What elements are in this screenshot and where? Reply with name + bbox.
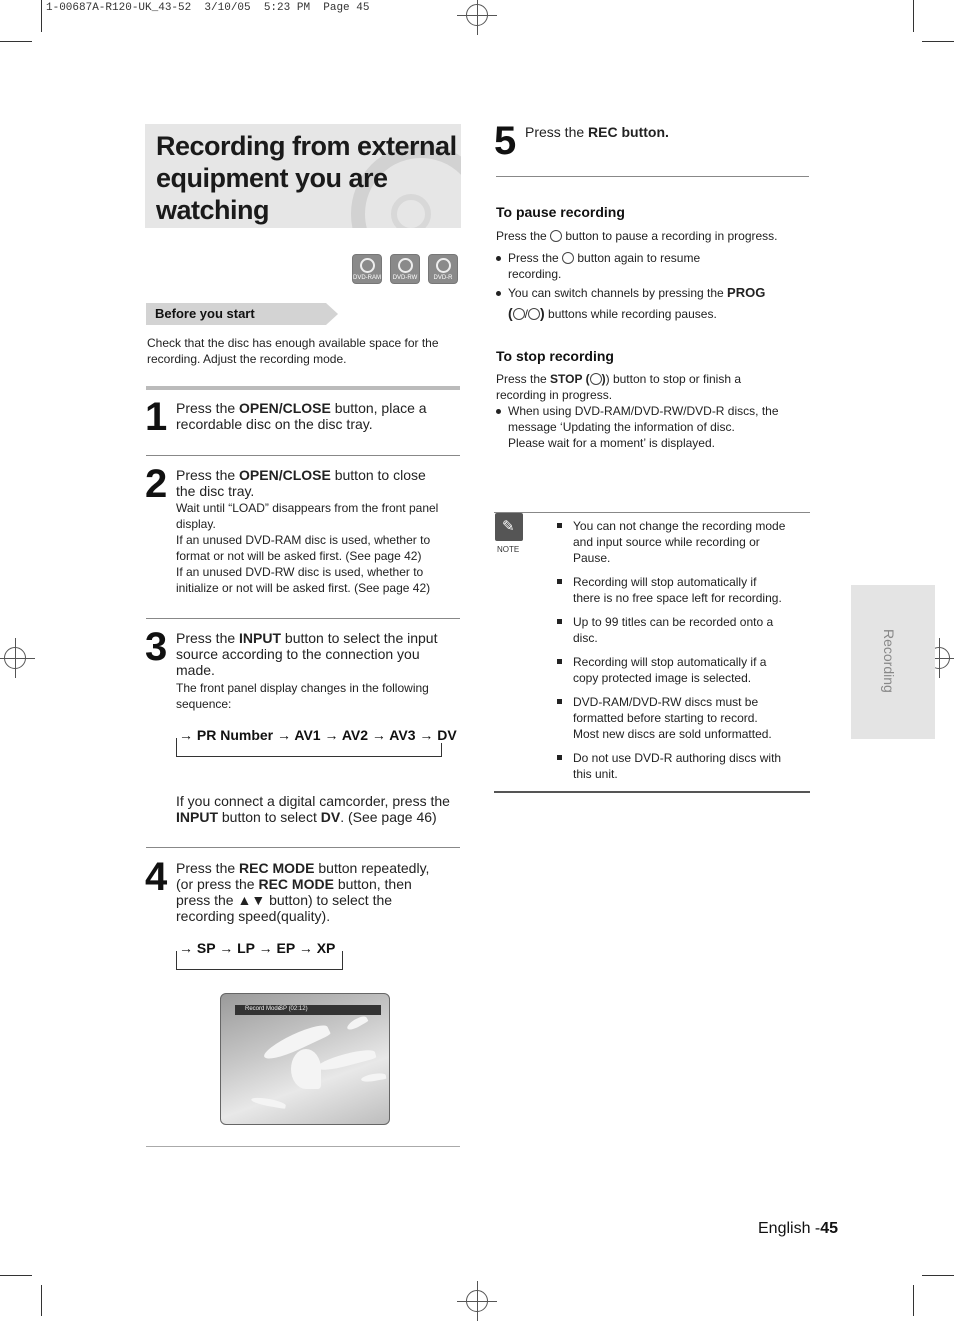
note-item: You can not change the recording mode and input source while recording or Pause. bbox=[573, 519, 786, 565]
input-sequence: → PR Number → AV1 → AV2 → AV3 → DV bbox=[179, 727, 457, 743]
print-header: 1-00687A-R120-UK_43-52 3/10/05 5:23 PM Page 45 bbox=[46, 2, 370, 14]
divider bbox=[146, 847, 460, 848]
seagull bbox=[291, 1049, 321, 1089]
note-label: NOTE bbox=[497, 545, 520, 554]
seagull bbox=[361, 1072, 387, 1083]
seagull bbox=[345, 1014, 368, 1032]
divider bbox=[146, 455, 460, 456]
step-number: 2 bbox=[145, 462, 168, 506]
before-start-text: Check that the disc has enough available space for the recording. Adjust the recording mode. bbox=[147, 336, 439, 366]
step-3-details: The front panel display changes in the following sequence: bbox=[176, 681, 429, 711]
before-start-heading: Before you start bbox=[146, 303, 326, 325]
tv-screen-image bbox=[220, 993, 390, 1125]
pause-bullet-1: Press the button again to resume recording. bbox=[508, 251, 701, 281]
bullet bbox=[496, 409, 501, 414]
divider bbox=[496, 176, 809, 177]
step-5-text: Press the REC button. bbox=[525, 124, 669, 140]
step-3-text: Press the INPUT button to select the input source according to the connection you made. bbox=[176, 630, 438, 678]
stop-bullet: When using DVD-RAM/DVD-RW/DVD-R discs, the message ‘Updating the information of disc. Please wait for a moment’ is displayed. bbox=[508, 404, 779, 450]
step-number: 4 bbox=[145, 855, 168, 899]
crop-mark bbox=[0, 41, 32, 42]
bullet bbox=[557, 579, 562, 584]
step-1-text: Press the OPEN/CLOSE button, place a recordable disc on the disc tray. bbox=[176, 400, 427, 432]
pause-text: Press the button to pause a recording in progress. bbox=[496, 229, 778, 243]
note-item: DVD-RAM/DVD-RW discs must be formatted before starting to record. Most new discs are sold unformatted. bbox=[573, 695, 772, 741]
crop-mark bbox=[41, 0, 42, 32]
step-4-text: Press the REC MODE button repeatedly, (or press the REC MODE button, then press the ▲▼ button) to select the recording speed(quality). bbox=[176, 860, 430, 924]
pause-heading: To pause recording bbox=[496, 204, 625, 220]
crop-mark bbox=[922, 41, 954, 42]
divider bbox=[494, 512, 810, 513]
step-2-details: Wait until “LOAD” disappears from the front panel display. If an unused DVD-RAM disc is used, whether to format or not will be asked first. (See page 42) If an unused DVD-RW disc is used, whether to initialize or not will be asked first. (See page 42) bbox=[176, 501, 439, 595]
bullet bbox=[496, 291, 501, 296]
note-pencil-icon bbox=[495, 513, 523, 541]
step-number: 5 bbox=[494, 119, 517, 163]
bullet bbox=[557, 699, 562, 704]
pause-button-icon bbox=[550, 230, 562, 242]
note-item: Up to 99 titles can be recorded onto a disc. bbox=[573, 615, 774, 645]
crop-mark bbox=[41, 1285, 42, 1316]
note-item: Recording will stop automatically if a copy protected image is selected. bbox=[573, 655, 767, 685]
crop-mark bbox=[913, 1285, 914, 1316]
registration-mark bbox=[4, 647, 26, 669]
step-number: 3 bbox=[145, 625, 168, 669]
prog-up-icon bbox=[513, 308, 525, 320]
prog-down-icon bbox=[528, 308, 540, 320]
crop-mark bbox=[913, 0, 914, 32]
dvd-ram-icon: DVD-RAM bbox=[352, 254, 382, 284]
registration-mark bbox=[466, 1290, 488, 1312]
divider bbox=[146, 386, 460, 390]
bullet bbox=[557, 659, 562, 664]
record-mode-osd: Record Mode SP (02:12) bbox=[235, 1005, 381, 1015]
speed-sequence: → SP → LP → EP → XP bbox=[179, 940, 336, 956]
crop-mark bbox=[0, 1275, 32, 1276]
stop-button-icon bbox=[590, 373, 602, 385]
title-banner bbox=[145, 124, 461, 228]
bullet bbox=[496, 256, 501, 261]
divider bbox=[146, 1146, 460, 1147]
bullet bbox=[557, 619, 562, 624]
camcorder-note: If you connect a digital camcorder, press the INPUT button to select DV. (See page 46) bbox=[176, 793, 450, 825]
seagull bbox=[251, 1096, 287, 1109]
bullet bbox=[557, 755, 562, 760]
page-title: Recording from external equipment you are watching bbox=[156, 131, 457, 225]
bullet bbox=[557, 523, 562, 528]
step-number: 1 bbox=[145, 395, 168, 439]
divider bbox=[494, 791, 810, 793]
stop-heading: To stop recording bbox=[496, 348, 614, 364]
seagull bbox=[315, 1046, 376, 1073]
dvd-r-icon: DVD-R bbox=[428, 254, 458, 284]
pause-button-icon bbox=[562, 252, 574, 264]
crop-mark bbox=[922, 1275, 954, 1276]
dvd-rw-icon: DVD-RW bbox=[390, 254, 420, 284]
registration-mark bbox=[466, 4, 488, 26]
page-number: English -45 bbox=[758, 1220, 839, 1237]
pause-bullet-2: You can switch channels by pressing the PROG ( / ) buttons while recording pauses. bbox=[508, 285, 766, 321]
note-item: Do not use DVD-R authoring discs with this unit. bbox=[573, 751, 782, 781]
stop-text: Press the STOP ( )) button to stop or finish a recording in progress. bbox=[496, 372, 742, 402]
note-item: Recording will stop automatically if there is no free space left for recording. bbox=[573, 575, 782, 605]
step-2-text: Press the OPEN/CLOSE button to close the disc tray. bbox=[176, 467, 426, 499]
section-tab: Recording bbox=[851, 585, 935, 739]
divider bbox=[146, 618, 460, 619]
